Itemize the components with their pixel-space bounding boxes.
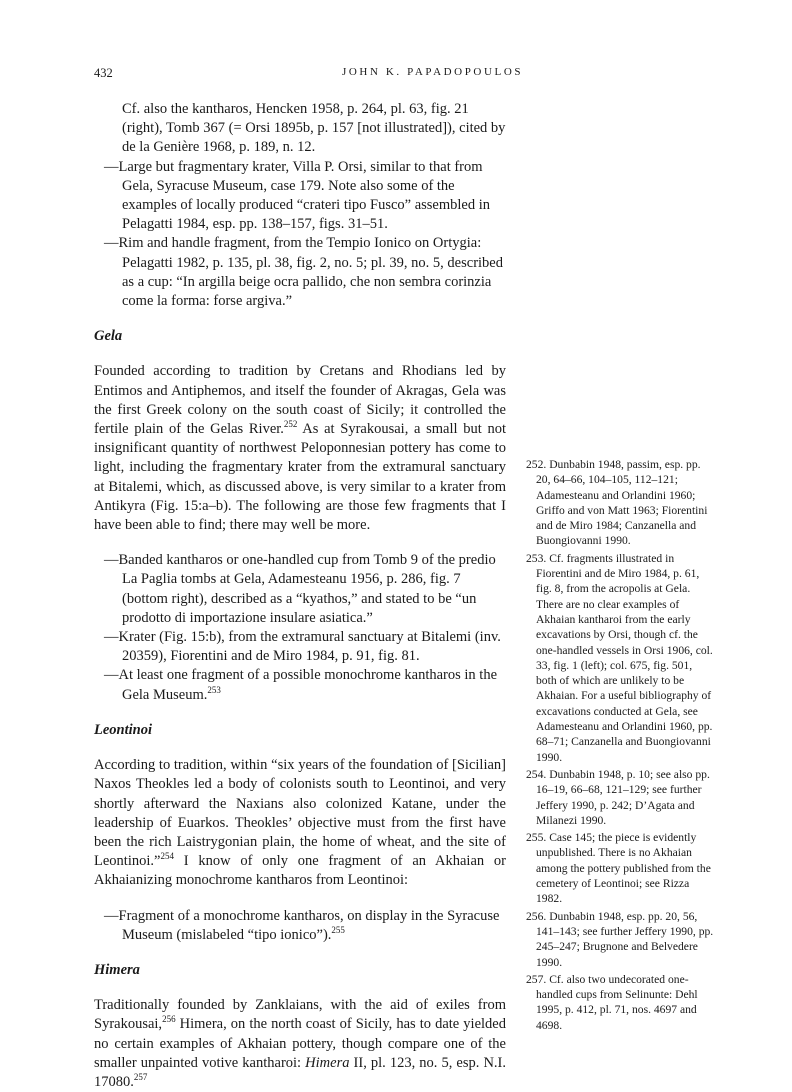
gela-paragraph-text-a: Founded according to tradition by Cretans and Rhodians led by Entimos and Antiphemos, and itself the founder of Akragas, Gela was the first Greek colony on the south coast of Sicily; it controlled the fertile plain of the Gelas River. (94, 363, 506, 438)
himera-paragraph-text-c: II, pl. 123, no. 5, esp. N.I. 17080. (94, 1054, 506, 1090)
gela-item-fragment (94, 666, 506, 704)
footnote-ref-255: 255 (331, 924, 345, 935)
gela-paragraph-text-b: As at Syrakousai, a small but not insignificant quantity of northwest Peloponnesian pottery has come to light, including the fragmentary krater from the extramural sanctuary at Bitalemi, which, as discussed above, is very similar to a krater from Antikyra (Fig. 15:a–b). The following are those few fragments that I have been able to find; there may well be more. (94, 421, 506, 534)
page-number: 432 (94, 66, 113, 80)
footnote-253: 253. Cf. fragments illustrated in Fiorentini and de Miro 1984, p. 61, fig. 8, from the acropolis at Gela. There are no clear examples of Akhaian kantharoi from the early excavations by Orsi, though cf. the one-handled vessels in Orsi 1906, col. 33, fig. 1 (left); col. 675, fig. 501, both of which are unlikely to be Akhaian. For a useful bibliography of excavations conducted at Gela, see Adamesteanu and Orlandini 1960, pp. 68–71; Canzanella and Buongiovanni 1990. (526, 551, 713, 764)
footnote-257: 257. Cf. also two undecorated one-handled cups from Selinunte: Dehl 1995, p. 412, pl. 71, nos. 4697 and 4698. (526, 972, 698, 1032)
footnotes-column (526, 457, 714, 1035)
gela-paragraph (94, 362, 506, 535)
syracuse-item-krater: —Large but fragmentary krater, Villa P. Orsi, similar to that from Gela, Syracuse Museum, case 179. Note also some of the examples of locally produced “crateri tipo Fusco” assembled in Pelagatti 1984, esp. pp. 138–157, figs. 31–51. (104, 158, 491, 233)
section-heading-himera: Himera (94, 961, 140, 978)
leontinoi-paragraph-text-a: According to tradition, within “six years of the foundation of [Sicilian] Naxos Theokles led a body of colonists south to Leontinoi, and very shortly afterward the Naxians also colonized Katane, under the leadership of Euarkos. Theokles’ objective must from the first have been the rich Laistrygonian plain, the home of wheat, and the site of Leontinoi.” (94, 757, 506, 870)
footnote-ref-253: 253 (207, 684, 221, 695)
himera-paragraph-title-ital: Himera (305, 1054, 350, 1071)
leontinoi-paragraph-text-b: I know of only one fragment of an Akhaian or Akhaianizing monochrome kantharos from Leontinoi: (94, 853, 506, 889)
running-head: JOHN K. PAPADOPOULOS (342, 66, 524, 78)
leontinoi-item-fragment-text: —Fragment of a monochrome kantharos, on display in the Syracuse Museum (mislabeled “tipo ionico”). (104, 907, 500, 943)
gela-item-kantharos: —Banded kantharos or one-handled cup from Tomb 9 of the predio La Paglia tombs at Gela, Adamesteanu 1956, p. 286, fig. 7 (bottom right), described as a “kyathos,” and stated to be “un prodotto di importazione insulare asiatica.” (104, 552, 496, 626)
leontinoi-paragraph (94, 756, 506, 890)
footnote-255: 255. Case 145; the piece is evidently unpublished. There is no Akhaian among the pottery published from the cemetery of Leontinoi; see Rizza 1982. (526, 831, 711, 906)
footnote-ref-256: 256 (162, 1014, 176, 1025)
page-header (94, 66, 698, 86)
leontinoi-item-fragment (94, 907, 506, 945)
footnote-ref-254: 254 (160, 851, 174, 862)
himera-paragraph-text-a: Traditionally founded by Zanklaians, with the aid of exiles from Syrakousai, (94, 997, 506, 1033)
section-heading-gela: Gela (94, 328, 123, 345)
footnote-ref-257: 257 (133, 1072, 148, 1083)
himera-paragraph (94, 996, 506, 1092)
footnote-256: 256. Dunbabin 1948, esp. pp. 20, 56, 141–143; see further Jeffery 1990, pp. 245–247; Brugnone and Belvedere 1990. (526, 909, 714, 969)
syracuse-item-rim-fragment: —Rim and handle fragment, from the Tempio Ionico on Ortygia: Pelagatti 1982, p. 135, pl. 38, fig. 2, no. 5; pl. 39, no. 5, described as a cup: “In argilla beige ocra pallido, che non sembra corinzia come la forma: forse argiva.” (104, 235, 503, 310)
gela-item-krater: —Krater (Fig. 15:b), from the extramural sanctuary at Bitalemi (inv. 20359), Fiorentini and de Miro 1984, p. 91, fig. 81. (104, 629, 501, 665)
syracuse-item-continued: Cf. also the kantharos, Hencken 1958, p. 264, pl. 63, fig. 21 (right), Tomb 367 (= Orsi 1895b, p. 157 [not illustrated]), cited by de la Genière 1968, p. 189, n. 12. (122, 101, 506, 156)
section-heading-leontinoi: Leontinoi (94, 721, 153, 738)
himera-paragraph-text-b: Himera, on the north coast of Sicily, has to date yielded no certain examples of Akhaian pottery, though compare one of the smaller unpainted votive kantharoi: (94, 1016, 506, 1071)
gela-item-fragment-text: —At least one fragment of a possible monochrome kantharos in the Gela Museum. (104, 667, 498, 703)
main-column (94, 100, 506, 1092)
footnote-ref-252: 252 (283, 419, 298, 430)
footnote-254: 254. Dunbabin 1948, p. 10; see also pp. 16–19, 66–68, 121–129; see further Jeffery 1990, p. 242; D’Agata and Milanezi 1990. (526, 767, 710, 827)
footnote-252: 252. Dunbabin 1948, passim, esp. pp. 20, 64–66, 104–105, 112–121; Adamesteanu and Orlandini 1960; Griffo and von Matt 1963; Fiorentini and de Miro 1984; Canzanella and Buongiovanni 1990. (526, 458, 708, 548)
